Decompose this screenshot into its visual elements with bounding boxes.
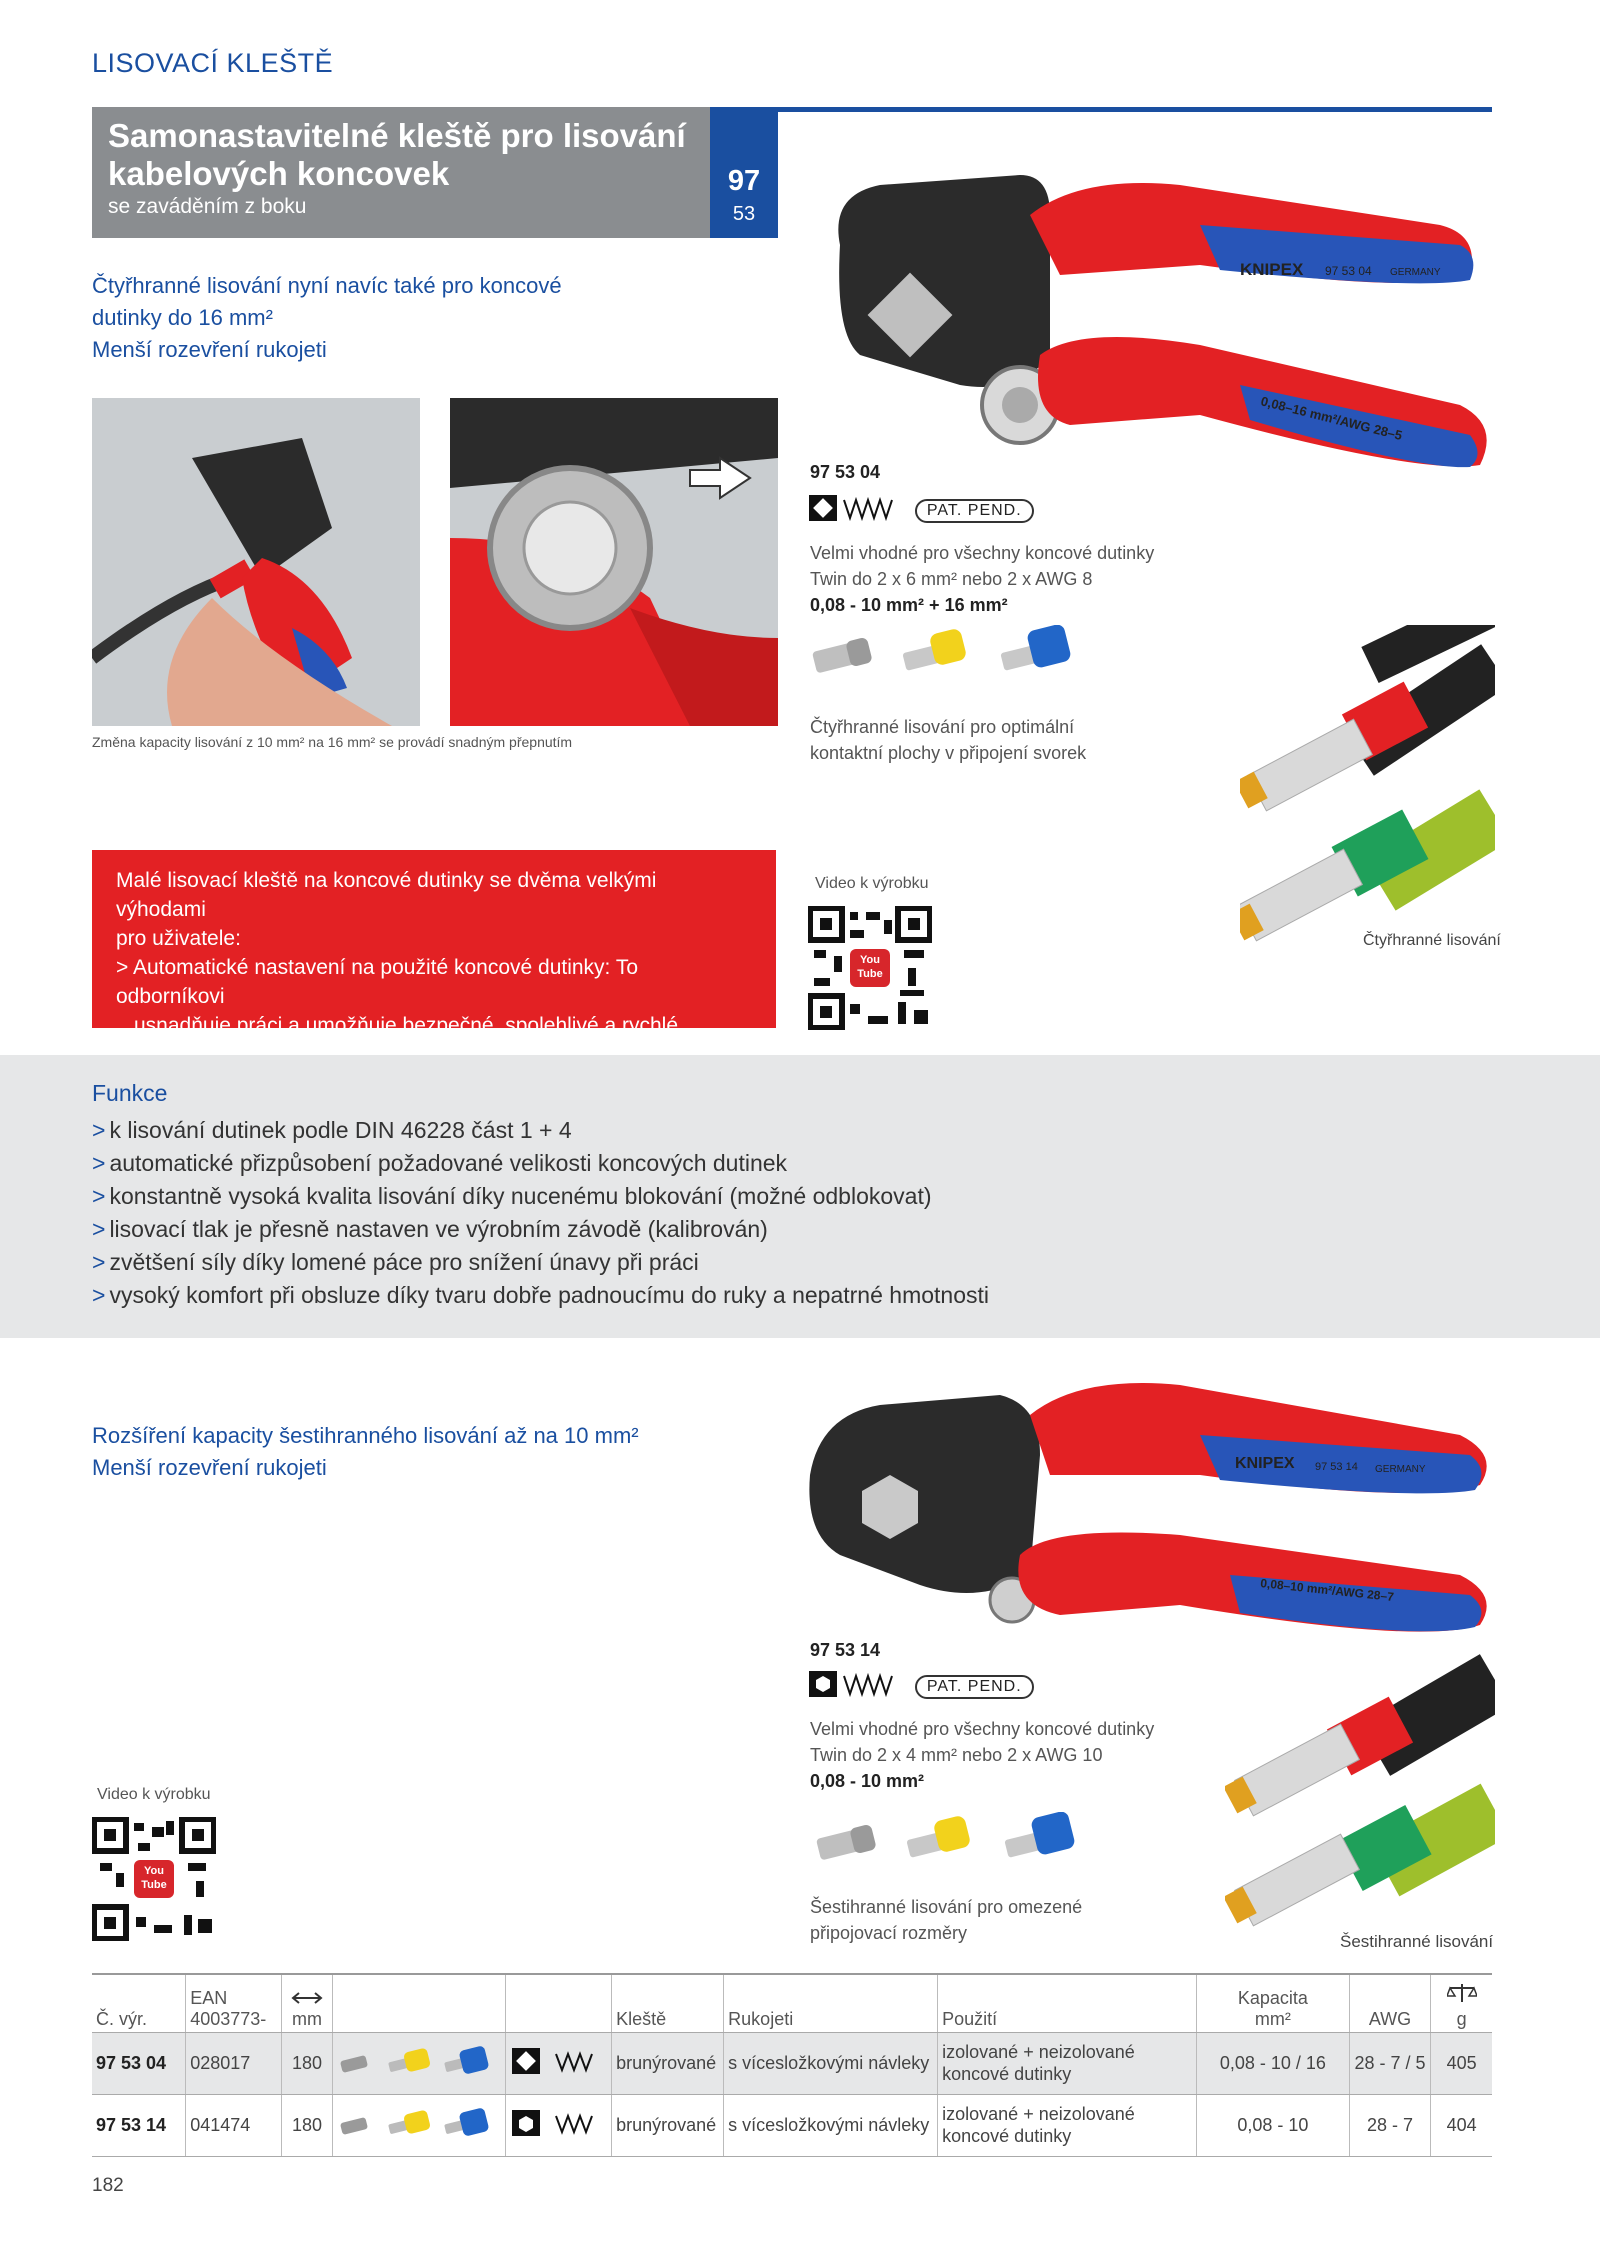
advantages-box [92,850,776,1037]
scale-icon [1447,1982,1477,2004]
product1-crimp-illustration [1240,625,1495,955]
product2-crimp-label: Šestihranné lisování [1340,1932,1494,1951]
advantages-line3: > Automatické nastavení na použité koncové dutinky: To odborníkovi [116,956,639,1008]
advantages-line2: pro uživatele: [116,927,241,950]
table-header-row [92,1974,1492,2032]
product1-crimp-caption-line2: kontaktní plochy v připojení svorek [810,743,1087,763]
product2-intro [92,1420,772,1484]
product2-tool-country: GERMANY [1375,1464,1426,1475]
square-crimp-icon [808,494,838,527]
product2-desc-line1: Velmi vhodné pro všechny koncové dutinky [810,1719,1155,1739]
ferrules-icon [337,2106,497,2140]
product1-tool-country: GERMANY [1390,267,1441,278]
product1-range: 0,08 - 10 mm² + 16 mm² [810,595,1008,615]
cell-symbols [506,2094,612,2156]
header-subtitle: se zaváděním z boku [108,195,307,218]
product2-crimp-caption-line2: připojovací rozměry [810,1923,968,1943]
cell-pliers: brunýrované [612,2032,724,2094]
cell-code: 97 53 04 [92,2032,186,2094]
th-usage: Použití [938,1974,1197,2032]
patent-pending-badge: PAT. PEND. [915,499,1034,523]
cell-awg: 28 - 7 [1349,2094,1431,2156]
photo-hand-crimping [92,398,420,726]
product2-code: 97 53 14 [810,1640,881,1660]
feature-item: > vysoký komfort při obsluze díky tvaru dobře padnoucímu do ruky a nepatrné hmotnosti [92,1282,989,1308]
video-label-1: Video k výrobku [815,875,929,892]
photo-caption: Změna kapacity lisování z 10 mm² na 16 mm² se provádí snadným přepnutím [92,734,573,750]
advantages-line4: usnadňuje práci a umožňuje bezpečné, spolehlivé a rychlé [134,1014,679,1037]
spring-icon [842,1670,896,1703]
group-number: 97 [727,165,761,197]
cell-usage: izolované + neizolované koncové dutinky [938,2094,1197,2156]
cell-awg: 28 - 7 / 5 [1349,2032,1431,2094]
product1-desc-line1: Velmi vhodné pro všechny koncové dutinky [810,543,1155,563]
product2-intro-line1: Rozšíření kapacity šestihranného lisování až na 10 mm² [92,1423,639,1448]
video-qr-code-2[interactable] [92,1817,216,1941]
spec-table [92,1973,1492,2157]
product1-tool-brand: KNIPEX [1240,260,1304,279]
th-capacity: Kapacita mm² [1196,1974,1349,2032]
cell-handles: s vícesložkovými návleky [724,2094,938,2156]
product2-desc-line2: Twin do 2 x 4 mm² nebo 2 x AWG 10 [810,1745,1103,1765]
feature-item: > automatické přizpůsobení požadované velikosti koncových dutinek [92,1150,788,1176]
features-title: Funkce [92,1080,168,1106]
th-pliers: Kleště [612,1974,724,2032]
video-label-2: Video k výrobku [97,1786,211,1803]
youtube-icon-1: You Tube [850,949,890,987]
product1-tool-model: 97 53 04 [1325,264,1372,278]
product1-intro-line2: dutinky do 16 mm² [92,305,273,330]
product1-code: 97 53 04 [810,462,881,482]
product2-description [810,1716,1154,1794]
product2-crimp-caption [810,1894,1082,1946]
cell-handles: s vícesložkovými návleky [724,2032,938,2094]
header-rule [778,107,1492,112]
cell-pliers: brunýrované [612,2094,724,2156]
product1-intro-line1: Čtyřhranné lisování nyní navíc také pro koncové [92,273,562,298]
th-symbols [506,1974,612,2032]
product2-crimp-illustration [1225,1640,1495,1940]
product2-intro-line2: Menší rozevření rukojeti [92,1455,327,1480]
length-arrow-icon [291,1992,323,2004]
table-row [92,2032,1492,2094]
sub-number: 53 [732,203,756,225]
product1-desc-line2: Twin do 2 x 6 mm² nebo 2 x AWG 8 [810,569,1093,589]
product1-crimp-caption [810,714,1086,766]
product1-tool-image [820,155,1500,485]
feature-item: > zvětšení síly díky lomené páce pro snížení únavy při práci [92,1249,699,1275]
cell-length: 180 [282,2094,333,2156]
product1-tool-range: 0,08–16 mm²/AWG 28–5 [1259,393,1404,444]
spring-icon [842,494,896,527]
table-row [92,2094,1492,2156]
th-handles: Rukojeti [724,1974,938,2032]
section-label: LISOVACÍ KLEŠTĚ [92,48,334,78]
photo-adjustment-wheel [450,398,778,726]
patent-pending-badge: PAT. PEND. [915,1675,1034,1699]
product2-range: 0,08 - 10 mm² [810,1771,925,1791]
ferrules-icon [337,2044,497,2078]
header-title-line1: Samonastavitelné kleště pro lisování [108,117,686,154]
cell-ferrules [332,2032,505,2094]
features-list [92,1114,989,1312]
cell-length: 180 [282,2032,333,2094]
product2-ferrules-image [812,1812,1102,1877]
product1-intro [92,270,752,366]
header-title-line2: kabelových koncovek [108,155,450,192]
cell-weight: 405 [1431,2032,1492,2094]
product2-crimp-caption-line1: Šestihranné lisování pro omezené [810,1897,1083,1917]
product-header [92,107,710,238]
cell-ean: 041474 [186,2094,282,2156]
th-length: mm [282,1974,333,2032]
advantages-line1: Malé lisovací kleště na koncové dutinky se dvěma velkými výhodami [116,869,657,921]
page-number: 182 [92,2175,124,2196]
th-ean: EAN 4003773- [186,1974,282,2032]
cell-ean: 028017 [186,2032,282,2094]
group-number-badge [710,107,778,238]
youtube-icon-2: You Tube [134,1860,174,1898]
th-code: Č. výr. [92,1974,186,2032]
product1-crimp-caption-line1: Čtyřhranné lisování pro optimální [810,717,1075,737]
product2-tool-brand: KNIPEX [1235,1455,1295,1472]
hex-crimp-icon [808,1670,838,1703]
cell-code: 97 53 14 [92,2094,186,2156]
feature-item: > konstantně vysoká kvalita lisování díky nucenému blokování (možné odblokovat) [92,1183,932,1209]
th-ferrules [332,1974,505,2032]
cell-capacity: 0,08 - 10 / 16 [1196,2032,1349,2094]
cell-symbols [506,2032,612,2094]
th-weight: g [1431,1974,1492,2032]
cell-weight: 404 [1431,2094,1492,2156]
product2-tool-model: 97 53 14 [1315,1461,1358,1473]
feature-item: > lisovací tlak je přesně nastaven ve výrobním závodě (kalibrován) [92,1216,768,1242]
cell-capacity: 0,08 - 10 [1196,2094,1349,2156]
product2-tool-range: 0,08–10 mm²/AWG 28–7 [1259,1576,1395,1604]
product1-crimp-label: Čtyřhranné lisování [1363,932,1501,949]
feature-item: > k lisování dutinek podle DIN 46228 část 1 + 4 [92,1117,572,1143]
th-awg: AWG [1349,1974,1431,2032]
cell-usage: izolované + neizolované koncové dutinky [938,2032,1197,2094]
cell-ferrules [332,2094,505,2156]
product1-symbols [808,494,1034,527]
product2-tool-image [800,1355,1500,1645]
product1-ferrules-image [808,625,1098,690]
product2-symbols [808,1670,1034,1703]
product1-description [810,540,1154,618]
video-qr-code-1[interactable] [808,906,932,1030]
product1-intro-line3: Menší rozevření rukojeti [92,337,327,362]
